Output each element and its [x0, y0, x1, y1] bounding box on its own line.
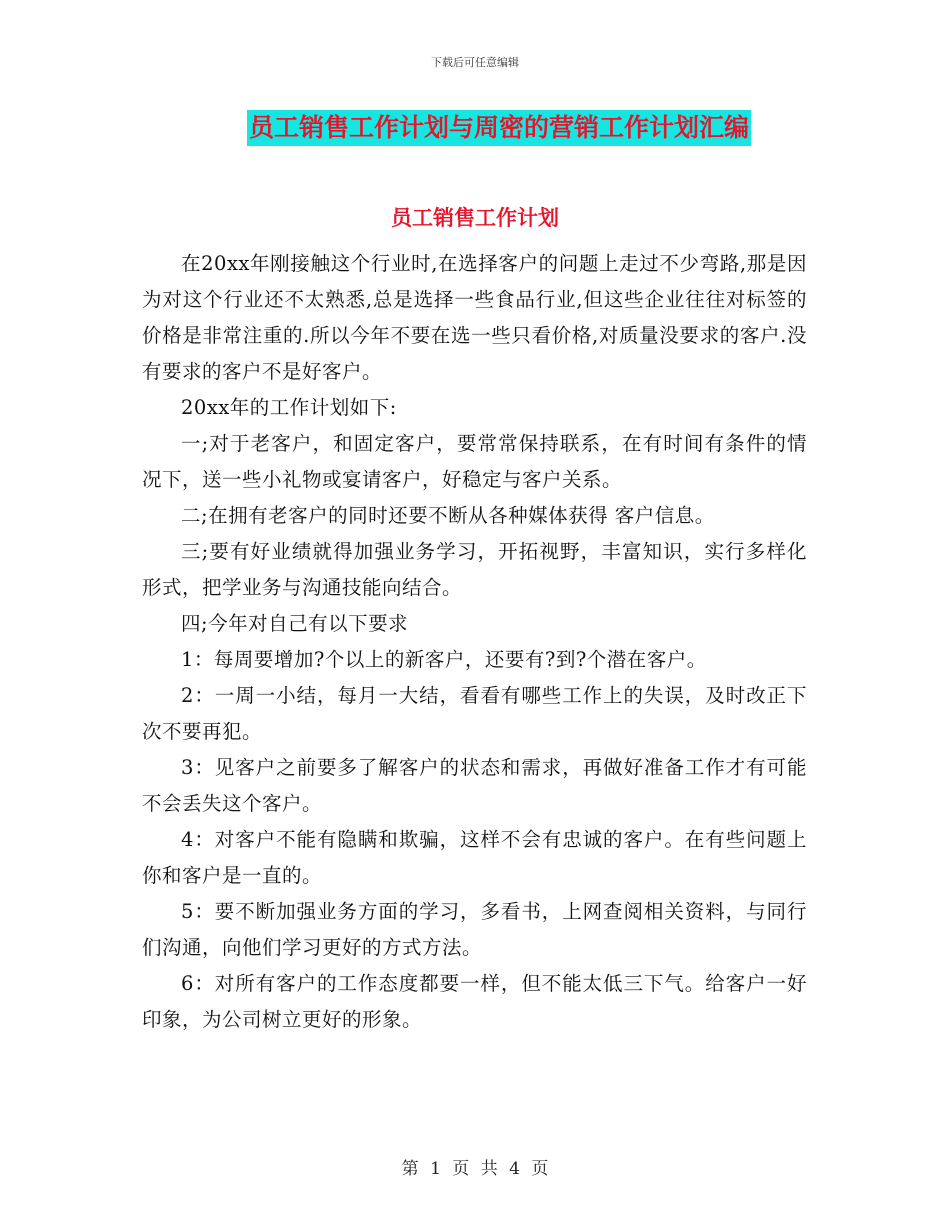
paragraph-requirement-3: 3：见客户之前要多了解客户的状态和需求，再做好准备工作才有可能不会丢失这个客户。: [142, 756, 807, 815]
paragraph-requirement-5: 5：要不断加强业务方面的学习，多看书，上网查阅相关资料，与同行们沟通，向他们学习更好的方式方法。: [142, 900, 807, 959]
paragraph-item-2: 二;在拥有老客户的同时还要不断从各种媒体获得 客户信息。: [181, 504, 715, 527]
section-title: 员工销售工作计划: [391, 206, 559, 230]
paragraph-intro: 在20xx年刚接触这个行业时,在选择客户的问题上走过不少弯路,那是因为对这个行业还不太熟悉,总是选择一些食品行业,但这些企业往往对标签的价格是非常注重的.所以今年不要在选一些只看价格,对质量没要求的客户.没有要求的客户不是好客户。: [142, 252, 807, 383]
paragraph-requirement-2: 2：一周一小结，每月一大结，看看有哪些工作上的失误，及时改正下次不要再犯。: [142, 684, 807, 743]
document-title: 员工销售工作计划与周密的营销工作计划汇编: [247, 110, 751, 146]
page-footer: 第 1 页 共 4 页: [401, 1159, 549, 1179]
paragraph-item-3: 三;要有好业绩就得加强业务学习，开拓视野，丰富知识，实行多样化形式，把学业务与沟通技能向结合。: [142, 540, 807, 599]
paragraph-item-1: 一;对于老客户，和固定客户，要常常保持联系，在有时间有条件的情况下，送一些小礼物或宴请客户，好稳定与客户关系。: [142, 432, 807, 491]
header-note: 下载后可任意编辑: [431, 56, 519, 69]
paragraph-requirement-1: 1：每周要增加?个以上的新客户，还要有?到?个潜在客户。: [181, 648, 707, 671]
document-body: [142, 246, 807, 1038]
paragraph-requirement-6: 6：对所有客户的工作态度都要一样，但不能太低三下气。给客户一好印象，为公司树立更好的形象。: [142, 972, 807, 1031]
document-title-container: [0, 110, 950, 146]
paragraph-item-4: 四;今年对自己有以下要求: [181, 612, 409, 635]
paragraph-plan-heading: 20xx年的工作计划如下:: [181, 396, 397, 419]
paragraph-requirement-4: 4：对客户不能有隐瞒和欺骗，这样不会有忠诚的客户。在有些问题上你和客户是一直的。: [142, 828, 807, 887]
